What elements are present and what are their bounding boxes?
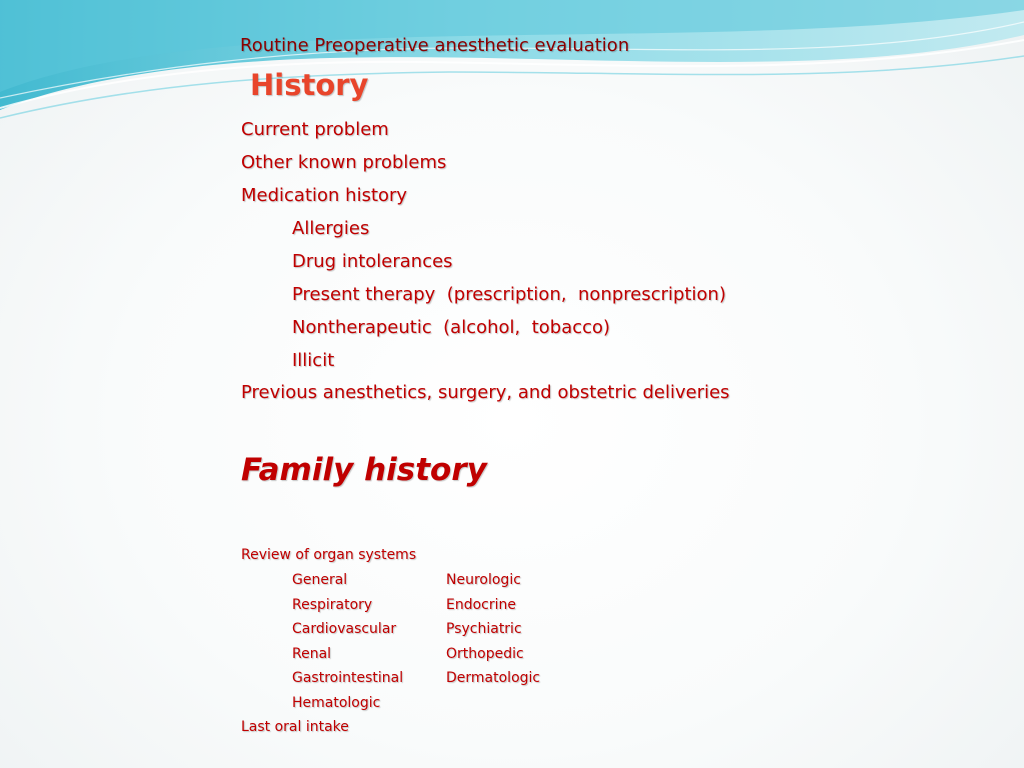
history-item-medication-history: Medication history xyxy=(241,185,408,206)
last-oral-intake-item: Last oral intake xyxy=(241,719,349,735)
review-of-organ-systems-heading: Review of organ systems xyxy=(241,547,417,563)
organ-system-renal: Renal xyxy=(292,646,332,662)
organ-system-orthopedic: Orthopedic xyxy=(446,646,524,662)
organ-system-neurologic: Neurologic xyxy=(446,572,521,588)
history-item-current-problem: Current problem xyxy=(241,119,389,140)
organ-system-hematologic: Hematologic xyxy=(292,695,381,711)
medication-item-present-therapy: Present therapy (prescription, nonprescription) xyxy=(292,284,726,305)
slide-subtitle: Routine Preoperative anesthetic evaluation xyxy=(240,35,630,56)
organ-system-psychiatric: Psychiatric xyxy=(446,621,522,637)
organ-system-dermatologic: Dermatologic xyxy=(446,670,541,686)
organ-system-general: General xyxy=(292,572,348,588)
organ-system-cardiovascular: Cardiovascular xyxy=(292,621,397,637)
organ-system-respiratory: Respiratory xyxy=(292,597,373,613)
medication-item-allergies: Allergies xyxy=(292,218,370,239)
organ-system-endocrine: Endocrine xyxy=(446,597,516,613)
history-item-other-known-problems: Other known problems xyxy=(241,152,447,173)
slide-title: History xyxy=(250,68,369,102)
medication-item-illicit: Illicit xyxy=(292,350,335,371)
organ-system-gastrointestinal: Gastrointestinal xyxy=(292,670,404,686)
medication-item-nontherapeutic: Nontherapeutic (alcohol, tobacco) xyxy=(292,317,611,338)
history-item-previous-anesthetics: Previous anesthetics, surgery, and obstetric deliveries xyxy=(241,382,730,403)
family-history-heading: Family history xyxy=(241,452,487,488)
medication-item-drug-intolerances: Drug intolerances xyxy=(292,251,453,272)
decorative-wave-header xyxy=(0,0,1024,140)
